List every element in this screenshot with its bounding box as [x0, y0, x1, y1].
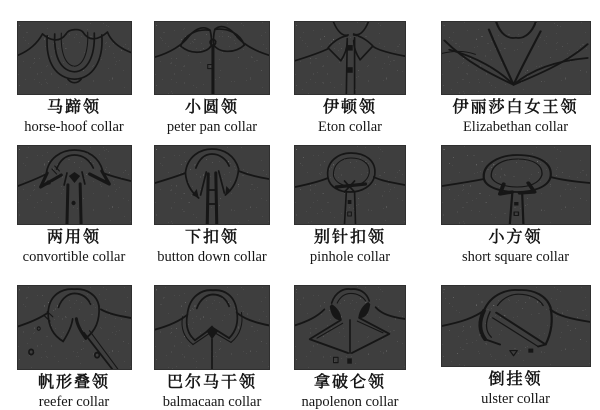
- pinhole-collar-illustration: [294, 145, 406, 225]
- elizabethan-collar-illustration: [441, 21, 591, 95]
- button-down-collar-illustration: [154, 145, 270, 225]
- collar-name-en: Eton collar: [317, 119, 383, 135]
- collar-cell-pinhole: [275, 145, 425, 267]
- elizabethan-collar-icon: [442, 22, 590, 94]
- collar-name-cn: 马蹄领: [46, 99, 101, 116]
- napoleon-collar-icon: [295, 286, 405, 369]
- convertible-collar-illustration: [17, 145, 132, 225]
- collar-caption: [433, 98, 598, 137]
- collar-name-en: peter pan collar: [166, 119, 258, 135]
- eton-collar-icon: [295, 22, 405, 94]
- collar-name-en: ulster collar: [481, 391, 550, 407]
- reefer-collar-illustration: [17, 285, 132, 370]
- pinhole-collar-icon: [295, 146, 405, 224]
- collar-caption: [137, 98, 287, 137]
- collar-name-en: Elizabethan collar: [462, 119, 569, 135]
- napoleon-collar-illustration: [294, 285, 406, 370]
- collar-name-en: napolenon collar: [301, 394, 399, 410]
- collar-cell-short-square: [433, 145, 598, 267]
- collar-name-en: button down collar: [157, 249, 267, 265]
- collar-name-en: horse-hoof collar: [24, 119, 124, 135]
- ulster-collar-illustration: [441, 285, 591, 367]
- collar-caption: [137, 228, 287, 267]
- collar-name-en: balmacaan collar: [162, 394, 262, 410]
- eton-collar-illustration: [294, 21, 406, 95]
- balmacaan-collar-icon: [155, 286, 269, 369]
- collar-cell-eton: [275, 21, 425, 137]
- collar-cell-balmacaan: [137, 285, 287, 410]
- collar-caption: [433, 370, 598, 409]
- collar-name-en: short square collar: [461, 249, 570, 265]
- convertible-collar-icon: [18, 146, 131, 224]
- collar-cell-napoleon: [275, 285, 425, 410]
- collar-name-cn: 巴尔马干领: [166, 374, 257, 391]
- collar-name-cn: 别针扣领: [313, 229, 386, 246]
- button-down-collar-icon: [155, 146, 269, 224]
- collar-caption: [137, 373, 287, 410]
- collar-caption: [0, 98, 149, 137]
- collar-name-cn: 小圆领: [184, 99, 239, 116]
- collar-name-cn: 两用领: [46, 229, 101, 246]
- balmacaan-collar-illustration: [154, 285, 270, 370]
- collar-caption: [275, 373, 425, 410]
- collar-caption: [0, 373, 149, 410]
- collar-name-cn: 下扣领: [184, 229, 239, 246]
- short-square-collar-illustration: [441, 145, 591, 225]
- reefer-collar-icon: [18, 286, 131, 369]
- collar-name-cn: 伊丽莎白女王领: [452, 99, 579, 116]
- collar-caption: [0, 228, 149, 267]
- collar-name-cn: 帆形叠领: [37, 374, 110, 391]
- collar-cell-button-down: [137, 145, 287, 267]
- collar-name-cn: 伊顿领: [322, 99, 377, 116]
- collar-caption: [275, 228, 425, 267]
- short-square-collar-icon: [442, 146, 590, 224]
- peter-pan-collar-illustration: [154, 21, 270, 95]
- collar-cell-reefer: [0, 285, 149, 410]
- ulster-collar-icon: [442, 286, 590, 366]
- collar-caption: [433, 228, 598, 267]
- collar-cell-elizabethan: [433, 21, 598, 137]
- peter-pan-collar-icon: [155, 22, 269, 94]
- collar-caption: [275, 98, 425, 137]
- collar-name-en: convortible collar: [22, 249, 126, 265]
- collar-cell-convertible: [0, 145, 149, 267]
- collar-name-cn: 倒挂领: [488, 371, 543, 388]
- collar-name-cn: 拿破仑领: [313, 374, 386, 391]
- collar-cell-ulster: [433, 285, 598, 409]
- collar-name-en: reefer collar: [38, 394, 110, 410]
- collar-name-en: pinhole collar: [309, 249, 391, 265]
- horse-hoof-collar-icon: [18, 22, 131, 94]
- collar-cell-horse-hoof: [0, 21, 149, 137]
- collar-cell-peter-pan: [137, 21, 287, 137]
- collar-name-cn: 小方领: [488, 229, 543, 246]
- horse-hoof-collar-illustration: [17, 21, 132, 95]
